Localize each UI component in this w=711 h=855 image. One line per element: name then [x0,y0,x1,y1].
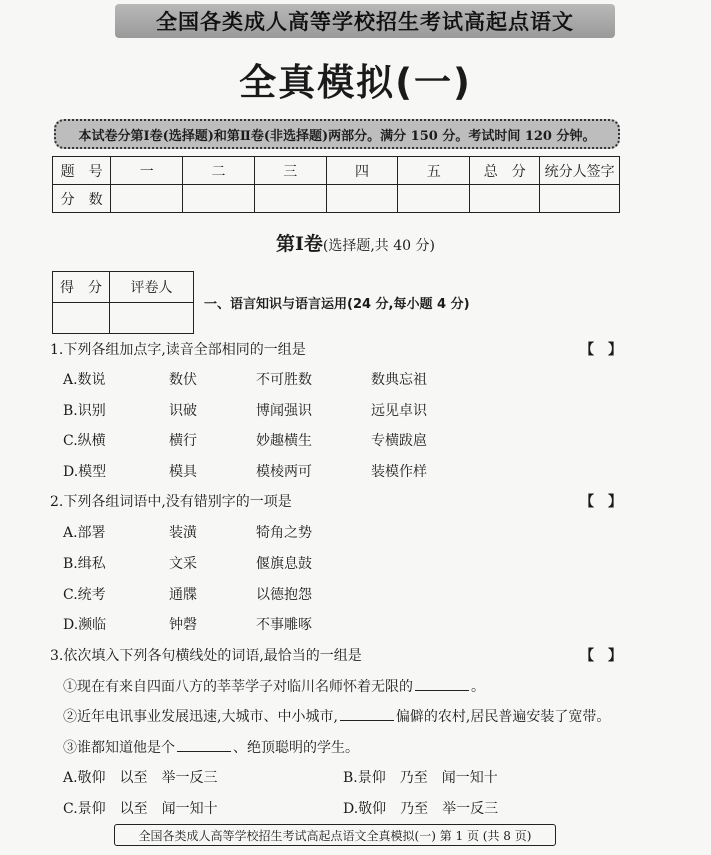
sentence-text: ①现在有来自四面八方的莘莘学子对临川名师怀着无限的 [63,679,413,695]
question-2-stem: 2.下列各组词语中,没有错别字的一项是 [50,494,292,510]
grader-name-label: 评卷人 [110,272,194,303]
score-cell: 三 [254,157,326,185]
answer-bracket-3[interactable]: 【 】 [580,648,622,664]
answer-bracket-1[interactable]: 【 】 [580,342,622,358]
option-word: 专横跋扈 [371,433,427,449]
score-cell: 二 [183,157,255,185]
sentence-text: ③谁都知道他是个 [63,740,175,756]
option-word: 数典忘祖 [371,372,427,388]
option-word: 远见卓识 [371,403,427,419]
score-input-cell[interactable] [111,185,183,213]
instructions-text: 本试卷分第Ⅰ卷(选择题)和第Ⅱ卷(非选择题)两部分。满分 150 分。考试时间 120 分钟。 [78,128,596,144]
option-word: C.纵横 [63,433,106,449]
score-cell: 题 号 [53,157,111,185]
score-cell: 一 [111,157,183,185]
footer-text: 全国各类成人高等学校招生考试高起点语文全真模拟(一) 第 1 页 (共 8 页) [138,828,532,843]
option-word: A.数说 [63,372,106,388]
page-footer [114,824,556,846]
score-cell: 五 [398,157,470,185]
score-cell: 总 分 [470,157,540,185]
grader-table [52,271,194,334]
fill-blank[interactable] [415,678,469,691]
fill-blank[interactable] [340,708,394,721]
score-input-cell[interactable] [254,185,326,213]
score-row-label: 分 数 [53,185,111,213]
q3-option-c[interactable]: C.景仰 以至 闻一知十 [63,801,218,817]
option-word: 不可胜数 [256,372,312,388]
option-word: 通牒 [169,587,197,603]
score-cell: 四 [326,157,398,185]
option-word: 偃旗息鼓 [256,556,312,572]
exam-instructions [54,119,620,149]
exam-banner: 全国各类成人高等学校招生考试高起点语文 [115,4,615,38]
q3-option-d[interactable]: D.敬仰 乃至 举一反三 [343,801,499,817]
option-word: 识破 [169,403,197,419]
option-word: 犄角之势 [256,525,312,541]
page-title: 全真模拟(一) [239,61,472,104]
sentence-text: 。 [471,679,485,695]
grader-name-cell[interactable] [110,303,194,334]
option-word: A.部署 [63,525,106,541]
fill-blank[interactable] [177,739,231,752]
option-word: 不事雕啄 [256,617,312,633]
grader-score-label: 得 分 [53,272,110,303]
option-word: 钟磬 [169,617,197,633]
score-input-cell[interactable] [470,185,540,213]
score-cell: 统分人签字 [540,157,620,185]
option-word: 横行 [169,433,197,449]
score-table-score-row [53,185,620,213]
option-word: D.濒临 [63,617,107,633]
option-word: 数伏 [169,372,197,388]
score-input-cell[interactable] [183,185,255,213]
question-3-stem: 3.依次填入下列各句横线处的词语,最恰当的一组是 [50,648,362,664]
q3-option-a[interactable]: A.敬仰 以至 举一反三 [63,770,218,786]
option-word: 妙趣横生 [256,433,312,449]
sentence-text: 、绝顶聪明的学生。 [233,740,359,756]
option-word: 模具 [169,464,197,480]
section-title [0,229,711,256]
score-input-cell[interactable] [326,185,398,213]
score-input-cell[interactable] [398,185,470,213]
option-word: 文采 [169,556,197,572]
option-word: B.缉私 [63,556,106,572]
q3-sentence-2 [63,706,610,726]
option-word: 装潢 [169,525,197,541]
sentence-text: 偏僻的农村,居民普遍安装了宽带。 [395,709,611,725]
q3-sentence-3 [63,737,359,757]
question-1-stem: 1.下列各组加点字,读音全部相同的一组是 [50,342,306,358]
option-word: B.识别 [63,403,106,419]
option-word: D.模型 [63,464,107,480]
option-word: 以德抱怨 [256,587,312,603]
option-word: 模棱两可 [256,464,312,480]
q3-option-b[interactable]: B.景仰 乃至 闻一知十 [343,770,498,786]
option-word: C.统考 [63,587,106,603]
section-title-main: 第Ⅰ卷 [276,233,323,255]
score-table [52,156,620,213]
option-word: 装模作样 [371,464,427,480]
grader-score-cell[interactable] [53,303,110,334]
option-word: 博闻强识 [256,403,312,419]
score-input-cell[interactable] [540,185,620,213]
section-title-sub: (选择题,共 40 分) [322,238,435,254]
part-heading: 一、语言知识与语言运用(24 分,每小题 4 分) [204,297,470,312]
answer-bracket-2[interactable]: 【 】 [580,494,622,510]
sentence-text: ②近年电讯事业发展迅速,大城市、中小城市, [63,709,338,725]
q3-sentence-1 [63,676,485,696]
score-table-header-row [53,157,620,185]
